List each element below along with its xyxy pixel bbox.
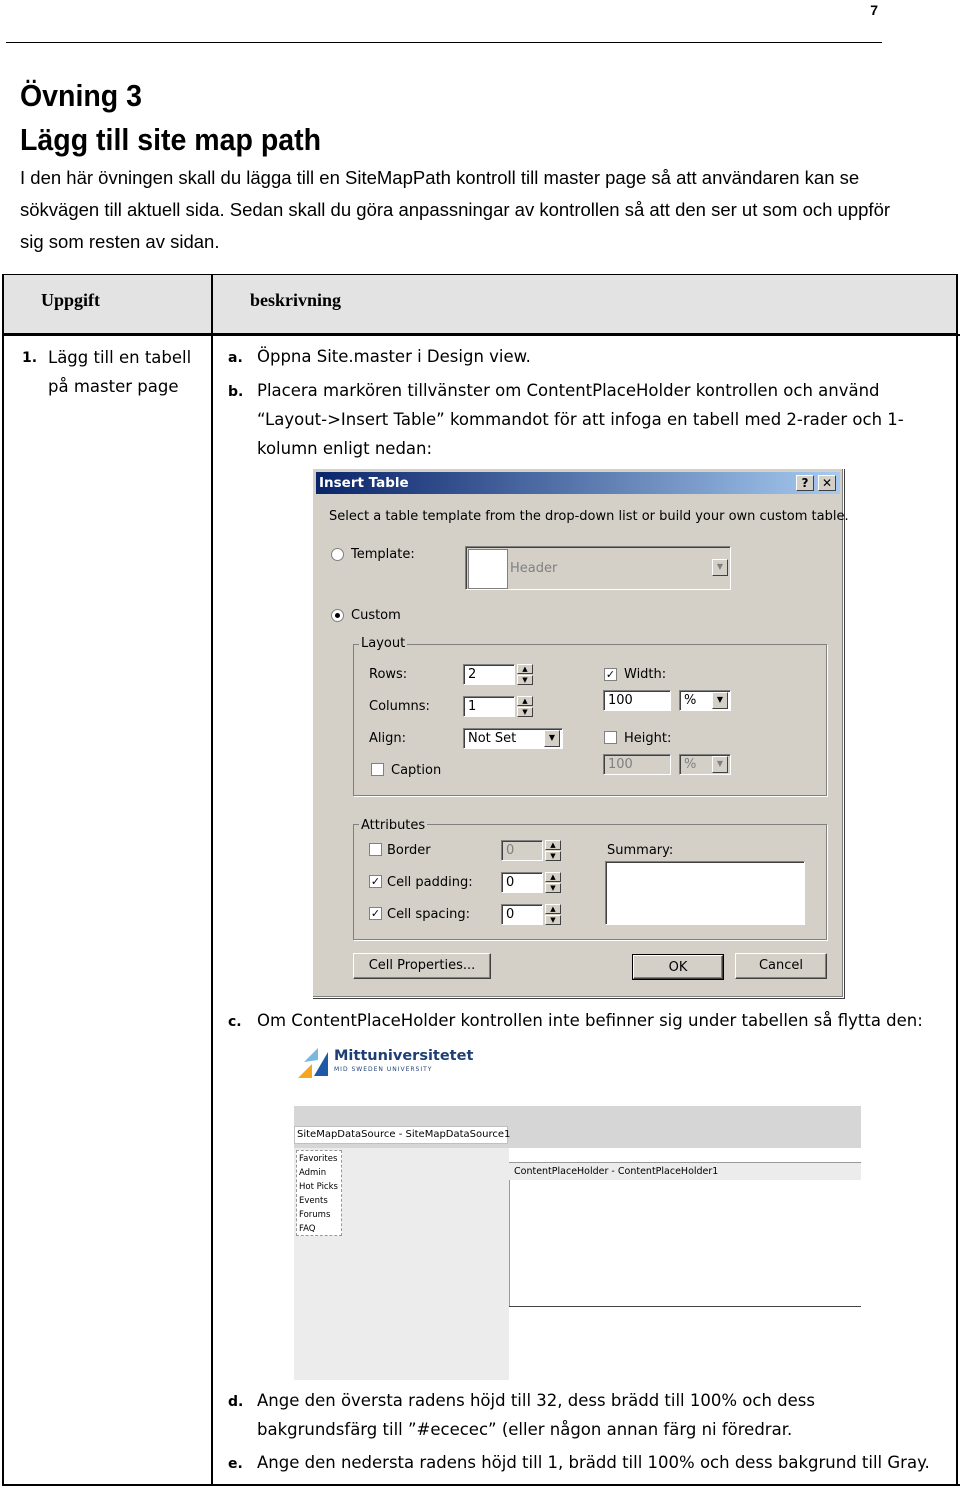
height-unit-select[interactable] xyxy=(679,754,731,775)
step-text: Om ContentPlaceHolder kontrollen inte befinner sig under tabellen så flytta den: xyxy=(257,1011,923,1030)
step-marker: d. xyxy=(228,1394,244,1410)
step-text: Placera markören tillvänster om ContentPlaceHolder kontrollen och använd “Layout->Insert Table” kommandot för att infoga en tabell med 2-rader och 1-kolumn enligt nedan: xyxy=(257,381,904,458)
template-radio[interactable] xyxy=(331,548,344,561)
cell-spacing-spinner[interactable]: ▲ ▼ xyxy=(545,904,561,925)
width-input[interactable]: 100 xyxy=(603,690,671,711)
exercise-title: Övning 3 xyxy=(20,78,143,113)
caption-label: Caption xyxy=(391,763,442,778)
width-unit: % xyxy=(684,693,697,708)
step-marker: a. xyxy=(228,350,243,366)
height-checkbox[interactable] xyxy=(604,731,617,744)
border-label: Border xyxy=(387,843,431,858)
design-view-screenshot xyxy=(294,1042,861,1380)
chevron-down-icon: ▼ xyxy=(712,559,728,576)
height-unit: % xyxy=(684,757,697,772)
attributes-group-label: Attributes xyxy=(361,818,426,833)
border-checkbox[interactable] xyxy=(369,843,382,856)
table-header-divider xyxy=(211,274,213,335)
nav-item[interactable]: Events xyxy=(299,1196,328,1206)
table-header-bottom-border xyxy=(2,334,960,336)
sitemap-datasource-control[interactable]: SiteMapDataSource - SiteMapDataSource1 xyxy=(294,1126,508,1144)
layout-group-label: Layout xyxy=(361,636,406,651)
border-input[interactable]: 0 xyxy=(501,840,543,861)
chevron-down-icon: ▼ xyxy=(712,756,728,773)
dialog-instruction: Select a table template from the drop-down list or build your own custom table. xyxy=(329,509,849,524)
table-border-left xyxy=(2,274,4,1486)
rows-label: Rows: xyxy=(369,667,408,682)
step-text: Öppna Site.master i Design view. xyxy=(257,347,531,366)
exercise-subtitle: Lägg till site map path xyxy=(20,122,322,157)
table-column-divider xyxy=(211,334,213,1486)
width-label: Width: xyxy=(624,667,667,682)
rows-input[interactable]: 2 xyxy=(463,664,515,685)
logo-subtitle: MID SWEDEN UNIVERSITY xyxy=(334,1066,433,1073)
page-number: 7 xyxy=(870,2,878,18)
nav-item[interactable]: FAQ xyxy=(299,1224,316,1234)
nav-item[interactable]: Admin xyxy=(299,1168,327,1178)
nav-item[interactable]: Forums xyxy=(299,1210,331,1220)
table-border-bottom xyxy=(2,1484,960,1486)
chevron-down-icon: ▼ xyxy=(712,692,728,709)
close-button[interactable]: ✕ xyxy=(818,475,836,491)
step-marker: b. xyxy=(228,384,244,400)
content-placeholder-area[interactable] xyxy=(509,1180,861,1306)
cell-padding-checkbox[interactable]: ✓ xyxy=(370,875,381,888)
template-option: Header xyxy=(510,561,558,576)
header-rule xyxy=(6,42,882,43)
summary-label: Summary: xyxy=(607,843,674,858)
column-header-task: Uppgift xyxy=(41,290,101,310)
step-text: Ange den nedersta radens höjd till 1, brädd till 100% och dess bakgrund till Gray. xyxy=(257,1453,930,1472)
align-select[interactable] xyxy=(463,728,563,749)
caption-checkbox[interactable] xyxy=(371,763,384,776)
cancel-button[interactable]: Cancel xyxy=(735,953,827,979)
align-label: Align: xyxy=(369,731,406,746)
ok-button[interactable]: OK xyxy=(633,955,723,979)
content-placeholder-bottom-line xyxy=(509,1306,861,1307)
intro-paragraph: I den här övningen skall du lägga till en SiteMapPath kontroll till master page så att användaren kan se sökvägen till aktuell sida. Sedan skall du göra anpassningar av kontrollen så att den ser ut som och uppför sig som resten av sidan. xyxy=(20,167,891,252)
width-unit-select[interactable] xyxy=(679,690,731,711)
columns-input[interactable]: 1 xyxy=(463,696,515,717)
template-select[interactable] xyxy=(465,546,731,590)
dialog-title: Insert Table xyxy=(319,475,409,491)
table-border-right xyxy=(956,274,958,1486)
table-header-row xyxy=(2,274,958,334)
rows-spinner[interactable]: ▲ ▼ xyxy=(517,664,533,685)
height-label: Height: xyxy=(624,731,672,746)
custom-label: Custom xyxy=(351,608,401,623)
content-placeholder-tag[interactable]: ContentPlaceHolder - ContentPlaceHolder1 xyxy=(509,1162,861,1180)
logo-name: Mittuniversitetet xyxy=(334,1048,474,1064)
columns-label: Columns: xyxy=(369,699,430,714)
nav-item[interactable]: Hot Picks xyxy=(299,1182,338,1192)
insert-table-dialog xyxy=(312,468,849,998)
columns-spinner[interactable]: ▲ ▼ xyxy=(517,696,533,717)
navigation-menu[interactable] xyxy=(296,1150,342,1236)
height-input[interactable]: 100 xyxy=(603,754,671,775)
step-text: Ange den översta radens höjd till 32, dess brädd till 100% och dess bakgrundsfärg till ”#ececec” (eller någon annan färg ni föredrar. xyxy=(257,1391,815,1439)
step-marker: c. xyxy=(228,1014,242,1030)
university-logo-icon xyxy=(296,1046,330,1080)
step-marker: e. xyxy=(228,1456,243,1472)
cell-padding-input[interactable]: 0 xyxy=(501,872,543,893)
align-value: Not Set xyxy=(468,731,517,746)
dialog-title-bar xyxy=(316,472,840,494)
column-header-description: beskrivning xyxy=(250,290,342,310)
nav-item[interactable]: Favorites xyxy=(299,1154,338,1164)
summary-textarea[interactable] xyxy=(605,861,805,925)
task-number: 1. xyxy=(22,350,38,366)
cell-properties-button[interactable]: Cell Properties... xyxy=(353,953,491,979)
border-spinner[interactable]: ▲ ▼ xyxy=(545,840,561,861)
template-label: Template: xyxy=(351,547,415,562)
cell-padding-label: Cell padding: xyxy=(387,875,473,890)
cell-spacing-checkbox[interactable]: ✓ xyxy=(370,907,381,920)
cell-spacing-input[interactable]: 0 xyxy=(501,904,543,925)
chevron-down-icon: ▼ xyxy=(544,730,560,747)
custom-radio[interactable] xyxy=(331,609,344,622)
help-button[interactable]: ? xyxy=(796,475,814,491)
template-preview xyxy=(468,549,508,589)
cell-spacing-label: Cell spacing: xyxy=(387,907,471,922)
cell-padding-spinner[interactable]: ▲ ▼ xyxy=(545,872,561,893)
width-checkbox[interactable]: ✓ xyxy=(605,668,616,681)
task-label: Lägg till en tabell på master page xyxy=(48,348,192,396)
